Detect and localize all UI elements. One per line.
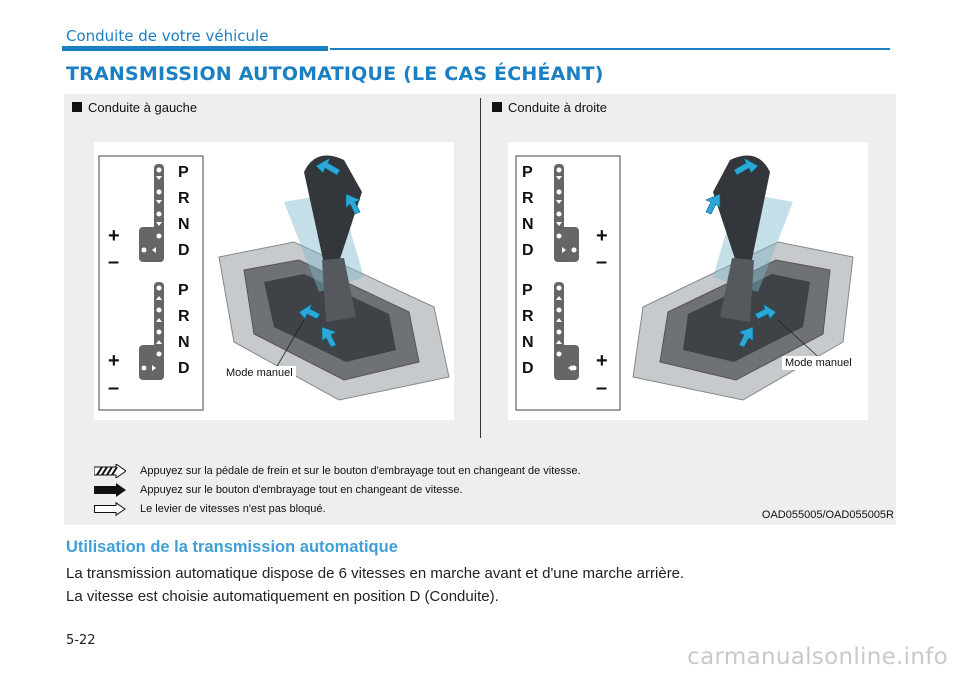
header-rule-thick [62,46,328,51]
figure-divider [480,98,481,438]
figure-code: OAD055005/OAD055005R [761,509,894,521]
gear-p-top-right: P [522,164,533,181]
subheading: Utilisation de la transmission automatique [66,538,398,556]
gear-p-bottom: P [178,282,189,299]
legend-text-button: Appuyez sur le bouton d'embrayage tout en changeant de vitesse. [140,484,463,496]
header-rule-thin [330,48,890,50]
gear-n-top: N [178,216,190,233]
minus-sign-bottom-right: – [596,377,608,399]
plus-sign-bottom: + [108,350,120,372]
legend-row-button [94,481,463,499]
gear-d-bottom: D [178,360,190,377]
left-manual-mode-callout: Mode manuel [223,366,296,380]
minus-sign-bottom: – [108,377,120,399]
gear-n-bottom: N [178,334,190,351]
minus-sign-top: – [108,251,120,273]
gear-d-top: D [178,242,190,259]
plus-sign-bottom-right: + [596,350,608,372]
plus-sign-top: + [108,225,120,247]
page-title: TRANSMISSION AUTOMATIQUE (LE CAS ÉCHÉANT) [66,63,604,85]
striped-arrow-icon [94,464,126,478]
gear-r-top-right: R [522,190,534,207]
gear-d-top-right: D [522,242,534,259]
watermark: carmanualsonline.info [687,644,948,670]
gear-shift-figure [64,94,896,525]
legend-row-free [94,500,326,518]
gear-n-bottom-right: N [522,334,534,351]
right-drive-label: Conduite à droite [492,100,607,115]
body-paragraph-2: La vitesse est choisie automatiquement en position D (Conduite). [66,588,499,605]
gear-d-bottom-right: D [522,360,534,377]
plus-sign-top-right: + [596,225,608,247]
section-header: Conduite de votre véhicule [66,27,269,45]
legend-text-free: Le levier de vitesses n'est pas bloqué. [140,503,326,515]
page-number: 5-22 [66,633,96,648]
solid-arrow-icon [94,483,126,497]
left-drive-label: Conduite à gauche [72,100,197,115]
legend-row-brake [94,462,581,480]
gear-r-top: R [178,190,190,207]
gear-r-bottom-right: R [522,308,534,325]
legend-text-brake: Appuyez sur la pédale de frein et sur le bouton d'embrayage tout en changeant de vitesse. [140,465,581,477]
outline-arrow-icon [94,502,126,516]
right-drive-illustration [508,142,868,420]
gear-n-top-right: N [522,216,534,233]
gear-p-bottom-right: P [522,282,533,299]
gear-p-top: P [178,164,189,181]
minus-sign-top-right: – [596,251,608,273]
gear-r-bottom: R [178,308,190,325]
right-manual-mode-callout: Mode manuel [782,356,855,370]
body-paragraph-1: La transmission automatique dispose de 6 vitesses en marche avant et d'une marche arrière. [66,565,685,582]
